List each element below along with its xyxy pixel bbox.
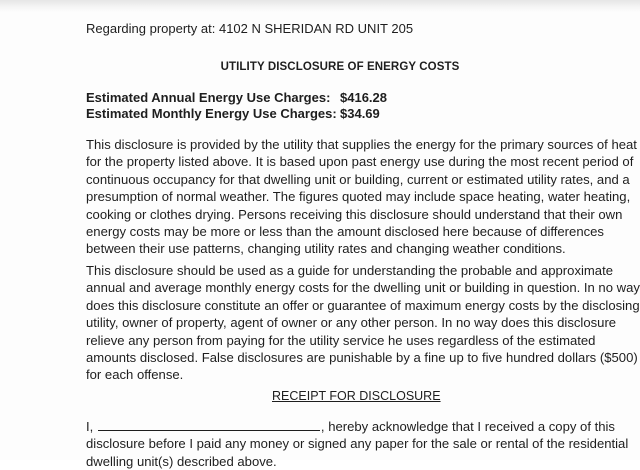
paragraph-line: for the property listed above. It is based upon past energy use during the most recent period of: [86, 154, 634, 170]
property-address-line: Regarding property at: 4102 N SHERIDAN RD UNIT 205: [86, 21, 414, 36]
paragraph-line: utility, owner of property, agent of owner or any other person. In no way does this disclosure: [86, 315, 617, 331]
paragraph-line: does this disclosure constitute an offer or guarantee of maximum energy costs by the disclosing: [86, 297, 640, 313]
acknowledgement-first-line: [86, 418, 626, 435]
paragraph-line: annual and average monthly energy costs for the dwelling unit or building in question. In no way: [86, 280, 640, 296]
paragraph-line: between their use patterns, changing utility rates and changing weather conditions.: [86, 241, 566, 257]
page-top-edge: [0, 0, 640, 12]
receipt-heading: RECEIPT FOR DISCLOSURE: [272, 389, 441, 403]
annual-charge-label: Estimated Annual Energy Use Charges:: [86, 90, 331, 105]
name-blank-field[interactable]: [98, 419, 320, 431]
monthly-charge-value: $34.69: [340, 106, 380, 121]
paragraph-line: for each offense.: [86, 367, 184, 383]
paragraph-line: This disclosure is provided by the utility that supplies the energy for the primary sources of heat: [86, 137, 637, 152]
disclosure-paragraph-1: [86, 136, 637, 258]
document-title: UTILITY DISCLOSURE OF ENERGY COSTS: [220, 61, 460, 73]
paragraph-line: presumption of normal weather. The figures quoted may include space heating, water heating,: [86, 189, 631, 205]
paragraph-line: disclosure before I paid any money or signed any paper for the sale or rental of the residential: [86, 436, 629, 452]
paragraph-line: cooking or clothes drying. Persons receiving this disclosure should understand that their own: [86, 206, 623, 222]
monthly-charge-label: Estimated Monthly Energy Use Charges:: [86, 106, 337, 121]
paragraph-line: amounts disclosed. False disclosures are punishable by a fine up to five hundred dollars ($500): [86, 350, 638, 366]
annual-charge-value: $416.28: [340, 90, 387, 105]
paragraph-line: energy costs may be more or less than the amount disclosed here because of differences: [86, 224, 604, 240]
paragraph-line: This disclosure should be used as a guide for understanding the probable and approximate: [86, 263, 614, 278]
ack-prefix: I,: [86, 419, 94, 434]
paragraph-line: relieve any person from paying for the utility service he uses regardless of the estimated: [86, 332, 596, 348]
disclosure-paragraph-2: [86, 262, 640, 384]
ack-suffix: , hereby acknowledge that I received a copy of this: [320, 419, 615, 434]
acknowledgement-block: [86, 418, 629, 470]
paragraph-line: dwelling unit(s) described above.: [86, 453, 277, 469]
paragraph-line: continuous occupancy for that dwelling unit or building, current or estimated utility rates, and a: [86, 171, 630, 187]
